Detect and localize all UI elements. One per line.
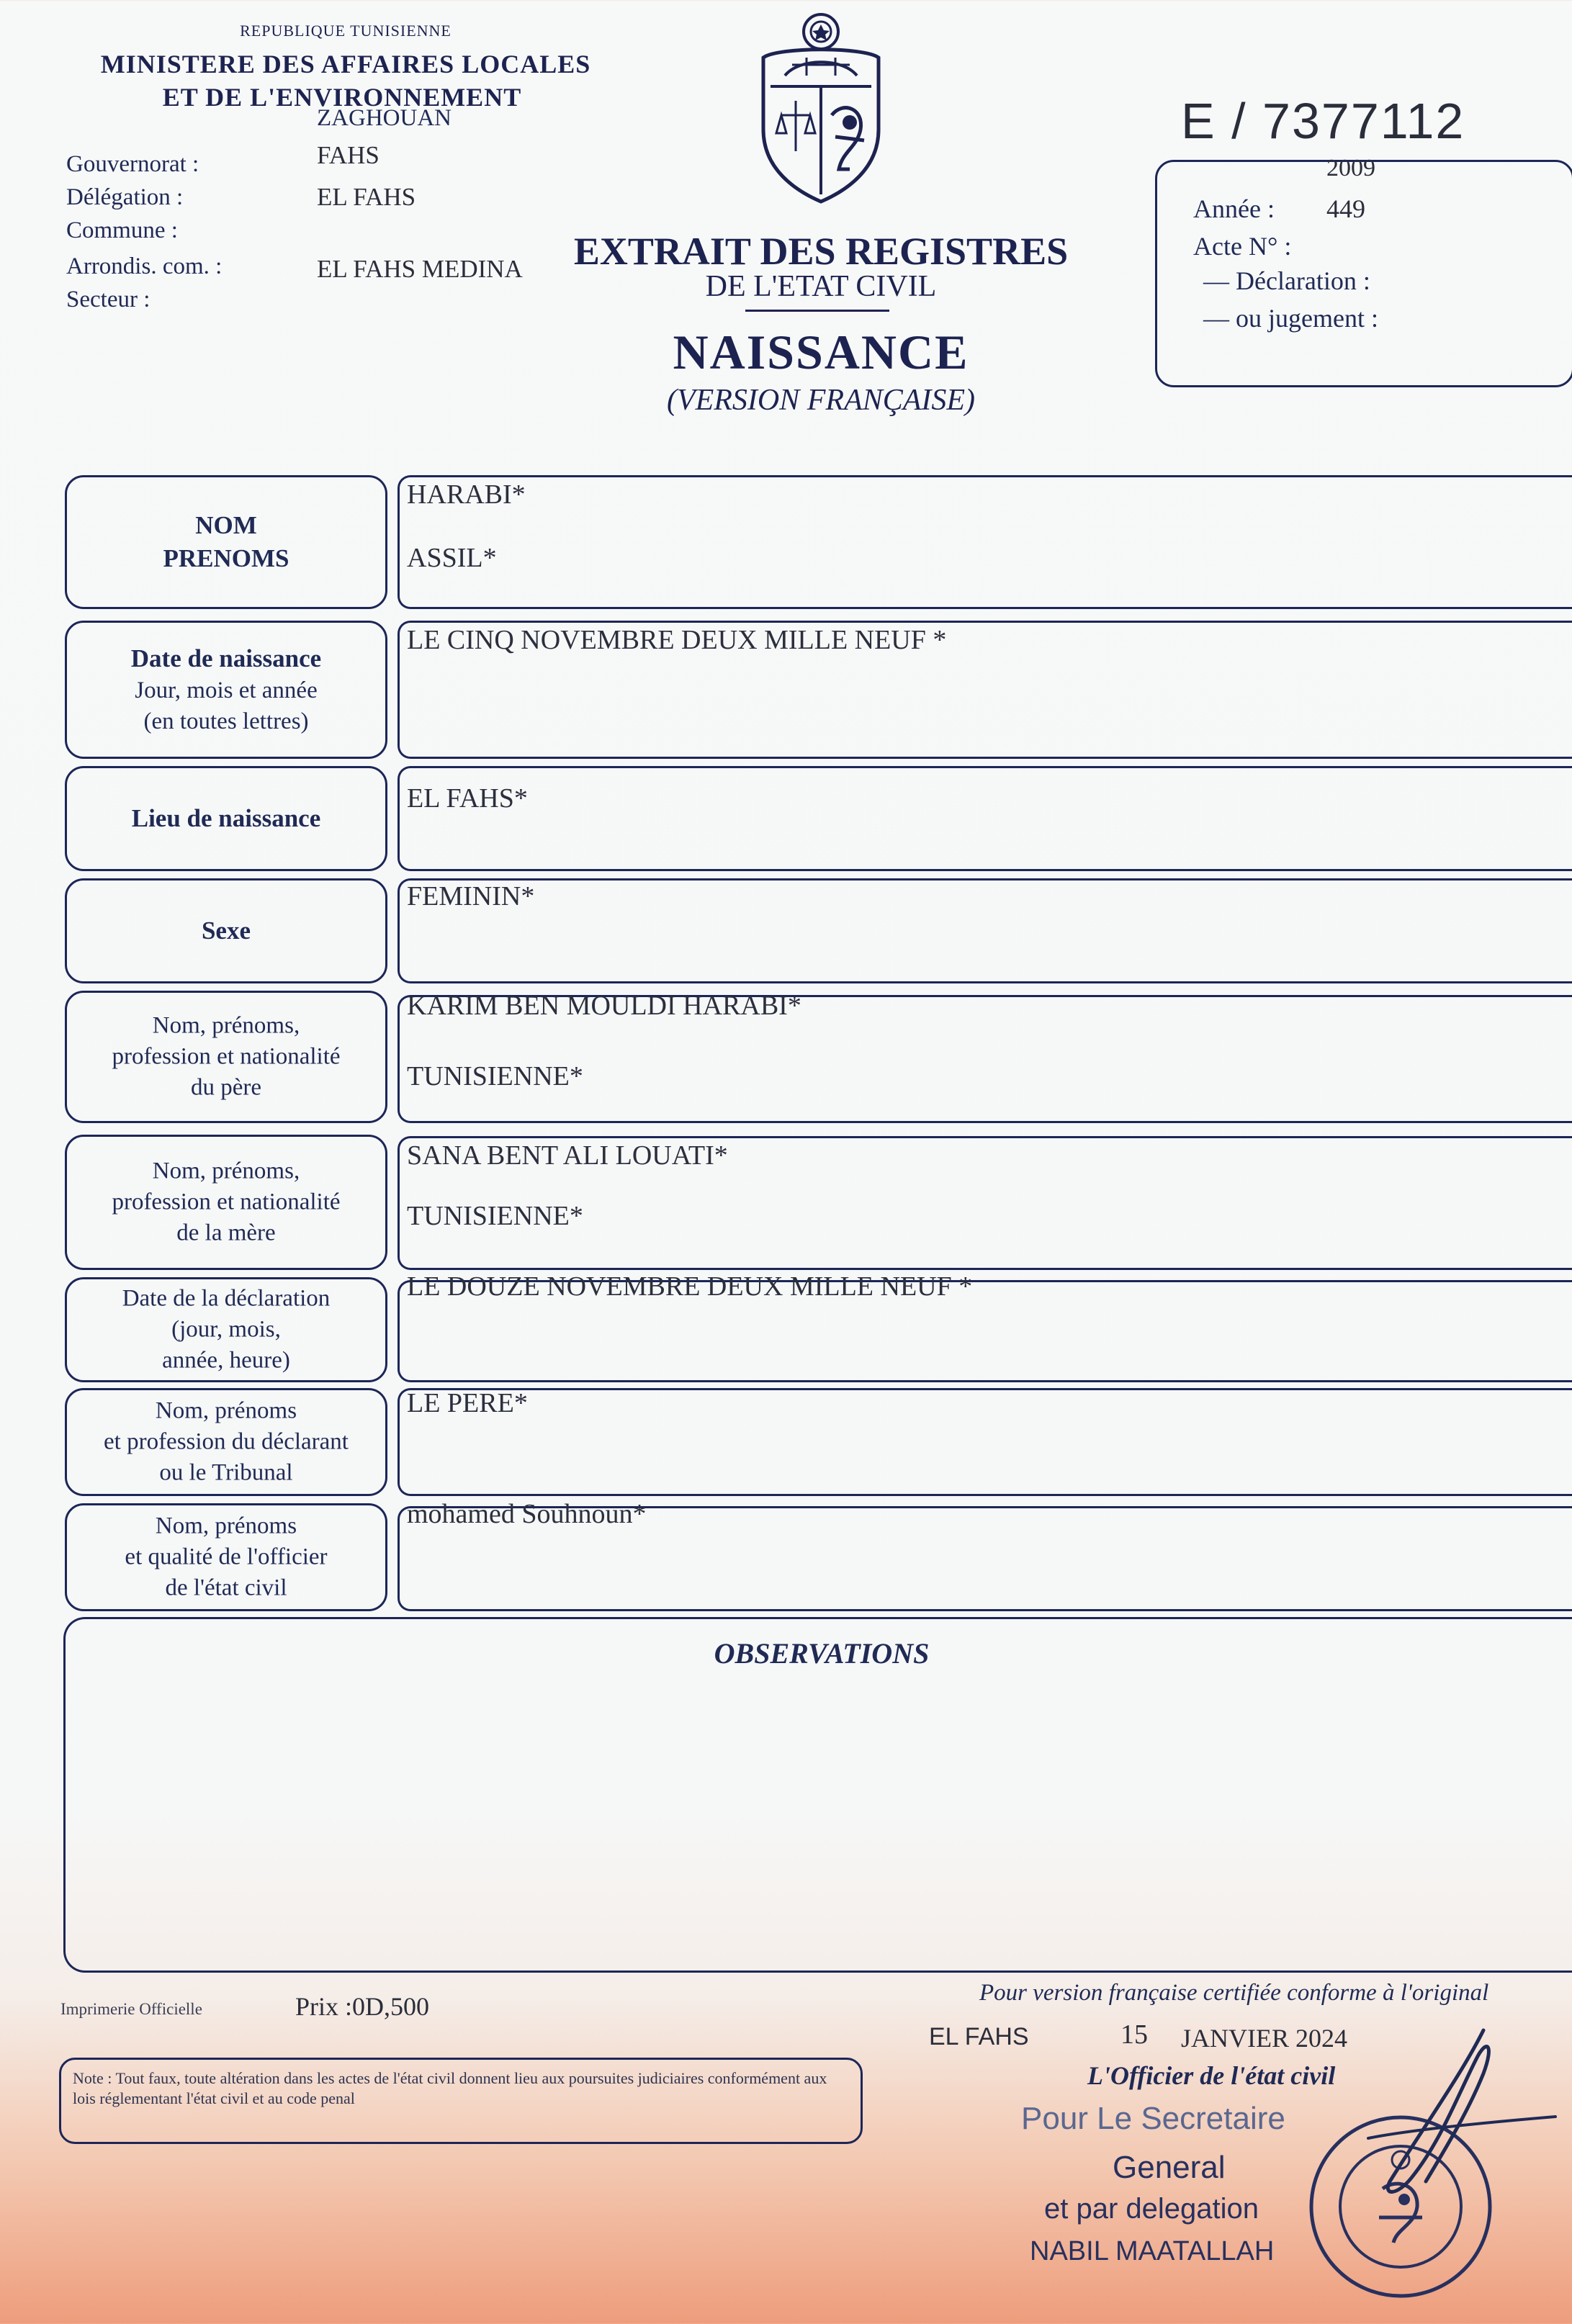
label-date-naissance-sub2: (en toutes lettres) — [143, 708, 309, 734]
value-box-mere — [398, 1136, 1572, 1270]
value-pere-nationalite: TUNISIENNE* — [407, 1061, 583, 1091]
label-delegation: Délégation : — [66, 184, 184, 210]
officer-title: L'Officier de l'état civil — [1087, 2061, 1336, 2090]
value-date-declaration: LE DOUZE NOVEMBRE DEUX MILLE NEUF * — [407, 1271, 973, 1302]
label-commune: Commune : — [66, 217, 178, 243]
stamp-line3: et par delegation — [1044, 2193, 1259, 2225]
act-box — [1155, 155, 1572, 387]
legal-note-text: Note : Tout faux, toute altération dans les actes de l'état civil donnent lieu aux poursuites judiciaires conformément aux lois réglementant l'état civil et au code penal — [73, 2069, 827, 2107]
label-prenoms: PRENOMS — [163, 544, 289, 572]
label-pere-line3: du père — [190, 1074, 262, 1101]
serial-number: E / 7377112 — [1181, 93, 1465, 149]
label-box-date-naissance — [65, 621, 387, 759]
value-lieu-naissance: EL FAHS* — [407, 783, 528, 814]
certified-statement: Pour version française certifiée conforme à l'original — [979, 1980, 1489, 2006]
label-pere-line1: Nom, prénoms, — [152, 1012, 300, 1039]
title-line2: DE L'ETAT CIVIL — [705, 270, 937, 303]
label-box-declarant — [65, 1388, 387, 1496]
value-prenoms: ASSIL* — [407, 543, 497, 573]
label-box-lieu-naissance — [65, 766, 387, 871]
label-officier-line1: Nom, prénoms — [155, 1513, 297, 1539]
value-arrondissement: EL FAHS MEDINA — [317, 255, 523, 283]
label-mere-line3: de la mère — [176, 1220, 276, 1246]
issue-month-year: JANVIER 2024 — [1181, 2024, 1347, 2053]
label-box-officier — [65, 1503, 387, 1611]
label-declarant-line3: ou le Tribunal — [159, 1459, 293, 1486]
value-box-pere — [398, 991, 1572, 1123]
label-box-mere — [65, 1135, 387, 1270]
value-date-naissance: LE CINQ NOVEMBRE DEUX MILLE NEUF * — [407, 625, 947, 655]
act-year-value: 2009 — [1326, 155, 1375, 181]
value-gouvernorat: FAHS — [317, 141, 379, 169]
label-date-naissance: Date de naissance — [130, 644, 322, 673]
label-declaration-line2: (jour, mois, — [171, 1316, 281, 1343]
label-declaration-line3: année, heure) — [162, 1347, 290, 1374]
label-arrondissement: Arrondis. com. : — [66, 253, 223, 279]
value-delegation: EL FAHS — [317, 183, 416, 211]
governorate-value-top: ZAGHOUAN — [317, 105, 452, 131]
value-pere-nom: KARIM BEN MOULDI HARABI* — [407, 991, 801, 1021]
coat-of-arms-emblem — [749, 7, 893, 209]
ministry-line1: MINISTERE DES AFFAIRES LOCALES — [100, 50, 591, 78]
stamp-line2: General — [1113, 2150, 1226, 2185]
act-number-value: 449 — [1326, 194, 1365, 223]
title-naissance: NAISSANCE — [673, 325, 969, 379]
value-box-lieu-naissance — [398, 766, 1572, 871]
ministry-line2: ET DE L'ENVIRONNEMENT — [162, 83, 522, 112]
place-of-issue: EL FAHS — [929, 2023, 1029, 2050]
signature-mark — [1339, 2016, 1570, 2246]
observations-title: OBSERVATIONS — [714, 1637, 930, 1670]
value-box-declarant — [398, 1388, 1572, 1496]
observations-box — [63, 1617, 1572, 1973]
price-label: Prix :0D,500 — [295, 1992, 430, 2021]
act-judgement-label: — ou jugement : — [1203, 304, 1378, 333]
label-box-pere — [65, 991, 387, 1123]
stamp-line1: Pour Le Secretaire — [1021, 2101, 1285, 2136]
label-pere-line2: profession et nationalité — [112, 1043, 341, 1070]
label-sexe: Sexe — [201, 916, 251, 945]
label-box-nom-prenoms — [65, 475, 387, 609]
value-officier: mohamed Souhnoun* — [407, 1499, 647, 1529]
label-declaration-line1: Date de la déclaration — [122, 1285, 331, 1312]
printer-label: Imprimerie Officielle — [60, 2000, 202, 2018]
legal-note-box — [59, 2058, 863, 2144]
label-mere-line2: profession et nationalité — [112, 1189, 341, 1215]
value-box-officier — [398, 1499, 1572, 1611]
value-mere-nationalite: TUNISIENNE* — [407, 1201, 583, 1231]
label-officier-line2: et qualité de l'officier — [125, 1544, 328, 1570]
value-nom: HARABI* — [407, 479, 526, 510]
value-box-date-naissance — [398, 621, 1572, 759]
value-mere-nom: SANA BENT ALI LOUATI* — [407, 1140, 728, 1171]
label-declarant-line2: et profession du déclarant — [104, 1428, 349, 1455]
label-box-date-declaration — [65, 1277, 387, 1382]
label-gouvernorat: Gouvernorat : — [66, 151, 199, 177]
value-box-nom-prenoms — [398, 475, 1572, 609]
label-secteur: Secteur : — [66, 287, 151, 312]
stamp-line4: NABIL MAATALLAH — [1030, 2236, 1275, 2266]
label-officier-line3: de l'état civil — [165, 1575, 287, 1601]
title-divider — [745, 310, 889, 312]
act-declaration-label: — Déclaration : — [1203, 266, 1370, 295]
republic-heading: REPUBLIQUE TUNISIENNE — [240, 22, 452, 40]
value-sexe: FEMININ* — [407, 881, 535, 911]
value-box-sexe — [398, 878, 1572, 983]
label-box-sexe — [65, 878, 387, 983]
label-lieu-naissance: Lieu de naissance — [131, 804, 321, 833]
label-declarant-line1: Nom, prénoms — [155, 1397, 297, 1424]
value-box-date-declaration — [398, 1271, 1572, 1382]
title-line1: EXTRAIT DES REGISTRES — [573, 230, 1069, 273]
act-year-label: Année : — [1193, 194, 1275, 223]
issue-day: 15 — [1120, 2019, 1148, 2050]
act-number-label: Acte N° : — [1193, 232, 1292, 261]
label-date-naissance-sub: Jour, mois et année — [135, 677, 318, 704]
title-version: (VERSION FRANÇAISE) — [666, 384, 976, 417]
value-declarant: LE PERE* — [407, 1388, 528, 1418]
label-mere-line1: Nom, prénoms, — [152, 1158, 300, 1184]
label-nom: NOM — [195, 511, 257, 540]
